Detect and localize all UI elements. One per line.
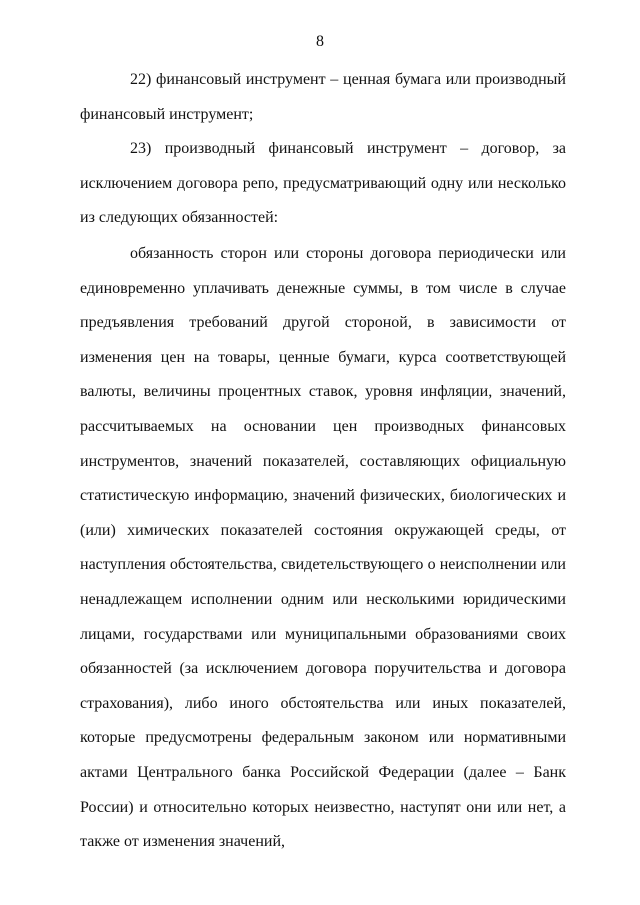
page-number: 8 [316,33,324,50]
paragraph-obligation: обязанность сторон или стороны договора периодически или единовременно уплачивать денежные суммы, в том числе в случае предъявления требований другой стороной, в зависимости от изменения цен на товары, ценные бумаги, курса соответствующей валюты, величины процентных ставок, уровня инфляции, значений, рассчитываемых на основании цен производных финансовых инструментов, значений показателей, составляющих официальную статистическую информацию, значений физических, биологических и (или) химических показателей состояния окружающей среды, от наступления обстоятельства, свидетельствующего о неисполнении или ненадлежащем исполнении одним или несколькими юридическими лицами, государствами или муниципальными образованиями своих обязанностей (за исключением договора поручительства и договора страхования), либо иного обстоятельства или иных показателей, которые предусмотрены федеральным законом или нормативными актами Центрального банка Российской Федерации (далее – Банк России) и относительно которых неизвестно, наступят они или нет, а также от изменения значений, [80,245,566,851]
paragraph-item-23: 23) производный финансовый инструмент – договор, за исключением договора репо, предусматривающий одну или несколько из следующих обязанностей: [80,140,566,227]
paragraph-item-22: 22) финансовый инструмент – ценная бумага или производный финансовый инструмент; [80,71,566,123]
